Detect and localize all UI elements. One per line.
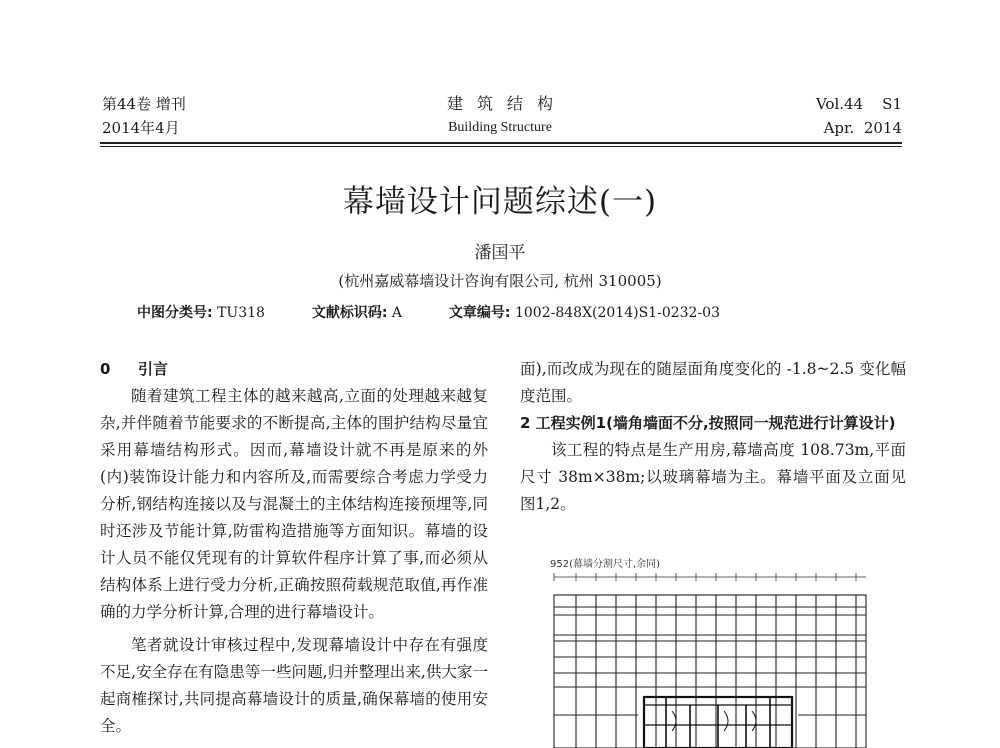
article-author: 潘国平 — [474, 243, 526, 263]
clc-value: TU318 — [217, 305, 265, 321]
doc-code-label: 文献标识码: — [311, 305, 388, 321]
header-rule-thin — [100, 146, 902, 147]
article-no-label: 文章编号: — [448, 305, 511, 321]
case1-paragraph: 该工程的特点是生产用房,幕墙高度 108.73m,平面尺寸 38m×38m;以玻璃幕墙为主。幕墙平面及立面见图1,2。 — [520, 441, 906, 513]
dimension-ticks — [554, 573, 866, 581]
volume-issue: 第44卷 增刊 — [102, 95, 186, 113]
publication-date: 2014年4月 — [102, 119, 180, 137]
left-column — [100, 356, 488, 740]
continued-paragraph: 面),而改成为现在的随屋面角度变化的 -1.8~2.5 变化幅度范围。 — [520, 360, 906, 405]
intro-paragraph-1: 随着建筑工程主体的越来越高,立面的处理越来越复杂,并伴随着节能要求的不断提高,主体的围护结构尽量宜采用幕墙结构形式。因而,幕墙设计就不再是原来的外(内)装饰设计能力和内容所及,而需要综合考虑力学受力分析,钢结构连接以及与混凝土的主体结构连接预埋等,同时还涉及节能计算,防雷构造措施等方面知识。幕墙的设计人员不能仅凭现有的计算软件程序计算了事,而必须从结构体系上进行受力分析,正确按照荷载规范取值,再作准确的力学分析计算,合理的进行幕墙设计。 — [100, 387, 488, 621]
entrance-block — [644, 697, 792, 748]
author-affiliation: (杭州嘉威幕墙设计咨询有限公司, 杭州 310005) — [338, 272, 662, 290]
article-no-value: 1002-848X(2014)S1-0232-03 — [514, 305, 720, 321]
section-heading-intro — [100, 356, 488, 383]
volume-en: Vol.44 S1 — [815, 95, 902, 113]
journal-name-cn: 建筑结构 — [446, 94, 567, 113]
article-title: 幕墙设计问题综述(一) — [342, 184, 658, 220]
journal-name-en: Building Structure — [448, 120, 552, 135]
article-meta — [137, 302, 720, 322]
curtain-wall-elevation-figure — [548, 555, 878, 748]
section-title: 引言 — [138, 360, 169, 378]
right-column — [520, 356, 906, 518]
intro-paragraph-2: 笔者就设计审核过程中,发现幕墙设计中存在有强度不足,安全存在有隐患等一些问题,归并整理出来,供大家一起商榷探讨,共同提高幕墙设计的质量,确保幕墙的使用安全。 — [100, 636, 488, 735]
elevation-drawing — [548, 555, 878, 748]
section-heading-case1: 2 工程实例1(墙角墙面不分,按照同一规范进行计算设计) — [520, 414, 896, 432]
section-number: 0 — [100, 360, 111, 378]
date-en: Apr. 2014 — [823, 119, 902, 137]
journal-volume-en — [816, 92, 902, 140]
clc-label: 中图分类号: — [137, 305, 213, 321]
header-rule-thick — [100, 142, 902, 144]
figure-dimension-label: 952(幕墙分割尺寸,余同) — [550, 559, 661, 570]
doc-code-value: A — [391, 305, 403, 321]
